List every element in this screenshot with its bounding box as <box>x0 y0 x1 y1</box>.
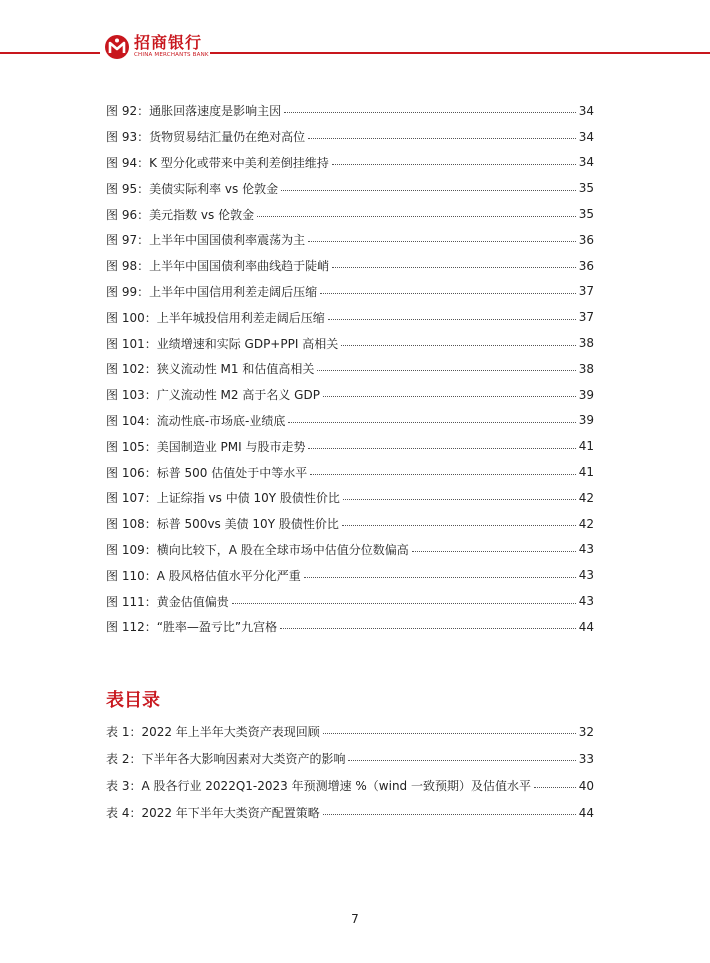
figure-toc-entry[interactable] <box>106 408 594 434</box>
figure-toc-entry-page: 39 <box>578 413 594 428</box>
table-toc-entry-page: 40 <box>578 778 594 793</box>
figure-toc-entry-label: 图 104：流动性底-市场底-业绩底 <box>106 413 286 428</box>
table-toc-entry-label: 表 3：A 股各行业 2022Q1-2023 年预测增速 %（wind 一致预期）及估值水平 <box>106 779 531 793</box>
dot-leader <box>348 760 575 761</box>
dot-leader <box>534 787 576 788</box>
dot-leader <box>308 241 576 242</box>
dot-leader <box>308 448 575 449</box>
header-rule-right <box>210 52 710 54</box>
page-number: 7 <box>351 912 359 926</box>
figure-toc-entry[interactable] <box>106 588 594 614</box>
figure-toc-entry-page: 41 <box>578 439 594 454</box>
figure-toc-entry-page: 43 <box>578 568 594 583</box>
figure-toc-entry-page: 38 <box>578 336 594 351</box>
figure-toc-entry[interactable] <box>106 562 594 588</box>
dot-leader <box>323 733 576 734</box>
dot-leader <box>343 499 576 500</box>
figure-toc-entry-label: 图 111：黄金估值偏贵 <box>106 594 229 609</box>
figure-toc-entry[interactable] <box>106 227 594 253</box>
table-toc-entry[interactable] <box>106 745 594 772</box>
dot-leader <box>284 112 576 113</box>
figure-toc-entry-label: 图 106：标普 500 估值处于中等水平 <box>106 465 308 480</box>
dot-leader <box>332 164 576 165</box>
figure-toc-entry-label: 图 109：横向比较下，A 股在全球市场中估值分位数偏高 <box>106 542 409 557</box>
figure-toc-entry[interactable] <box>106 330 594 356</box>
figure-toc-entry-label: 图 99：上半年中国信用利差走阔后压缩 <box>106 284 318 299</box>
figure-toc-entry-label: 图 94：K 型分化或带来中美利差倒挂维持 <box>106 155 329 170</box>
figure-toc-entry-page: 44 <box>578 619 594 634</box>
figure-toc-entry-page: 39 <box>578 387 594 402</box>
figure-toc-entry[interactable] <box>106 382 594 408</box>
figure-toc-entry-label: 图 92：通胀回落速度是影响主因 <box>106 104 282 119</box>
table-list <box>106 718 594 826</box>
dot-leader <box>304 577 576 578</box>
figure-toc-entry[interactable] <box>106 511 594 537</box>
figure-toc-entry-page: 34 <box>578 155 594 170</box>
figure-toc-entry-label: 图 108：标普 500vs 美债 10Y 股债性价比 <box>106 517 339 532</box>
dot-leader <box>342 525 576 526</box>
table-toc-entry-label: 表 2：下半年各大影响因素对大类资产的影响 <box>106 752 346 766</box>
dot-leader <box>232 603 576 604</box>
cmb-logo-icon <box>104 34 130 60</box>
dot-leader <box>308 138 576 139</box>
logo-english-name: CHINA MERCHANTS BANK <box>134 52 209 59</box>
tables-section-title: 表目录 <box>106 690 160 711</box>
table-toc-entry-page: 33 <box>578 751 594 766</box>
figure-toc-entry-page: 36 <box>578 232 594 247</box>
figure-toc-entry[interactable] <box>106 356 594 382</box>
figure-toc-entry-page: 38 <box>578 361 594 376</box>
figure-toc-entry[interactable] <box>106 485 594 511</box>
figure-toc-entry[interactable] <box>106 614 594 640</box>
logo-chinese-name: 招商银行 <box>134 33 203 53</box>
table-toc-entry-page: 44 <box>578 805 594 820</box>
figure-toc-entry[interactable] <box>106 433 594 459</box>
figure-toc-entry[interactable] <box>106 537 594 563</box>
figure-toc-entry[interactable] <box>106 150 594 176</box>
figure-toc-entry-label: 图 100：上半年城投信用利差走阔后压缩 <box>106 310 325 325</box>
figure-toc-entry-page: 35 <box>578 207 594 222</box>
figure-toc-entry[interactable] <box>106 175 594 201</box>
figure-toc-entry-page: 34 <box>578 103 594 118</box>
table-toc-entry-page: 32 <box>578 724 594 739</box>
dot-leader <box>281 190 576 191</box>
figure-toc-entry-label: 图 96：美元指数 vs 伦敦金 <box>106 207 255 222</box>
figure-list <box>106 98 594 640</box>
figure-toc-entry-label: 图 93：货物贸易结汇量仍在绝对高位 <box>106 130 306 145</box>
figure-toc-entry-label: 图 97：上半年中国国债利率震荡为主 <box>106 233 306 248</box>
figure-toc-entry-label: 图 107：上证综指 vs 中债 10Y 股债性价比 <box>106 491 340 506</box>
figure-toc-entry[interactable] <box>106 304 594 330</box>
table-toc-entry-label: 表 4：2022 年下半年大类资产配置策略 <box>106 806 320 820</box>
figure-toc-entry[interactable] <box>106 253 594 279</box>
dot-leader <box>317 370 575 371</box>
figure-toc-entry[interactable] <box>106 279 594 305</box>
dot-leader <box>288 422 575 423</box>
table-toc-entry[interactable] <box>106 772 594 799</box>
figure-toc-entry[interactable] <box>106 459 594 485</box>
dot-leader <box>323 814 576 815</box>
figure-toc-entry-label: 图 102：狭义流动性 M1 和估值高相关 <box>106 362 315 377</box>
dot-leader <box>332 267 576 268</box>
figure-toc-entry-page: 35 <box>578 181 594 196</box>
figure-toc-entry-label: 图 105：美国制造业 PMI 与股市走势 <box>106 439 306 454</box>
figure-toc-entry-page: 37 <box>578 310 594 325</box>
figure-toc-entry-label: 图 98：上半年中国国债利率曲线趋于陡峭 <box>106 259 330 274</box>
figure-toc-entry-label: 图 103：广义流动性 M2 高于名义 GDP <box>106 388 320 403</box>
figure-toc-entry[interactable] <box>106 124 594 150</box>
figure-toc-entry-label: 图 112：“胜率—盈亏比”九宫格 <box>106 620 278 635</box>
dot-leader <box>320 293 576 294</box>
table-toc-entry[interactable] <box>106 799 594 826</box>
table-toc-entry[interactable] <box>106 718 594 745</box>
figure-toc-entry-page: 36 <box>578 258 594 273</box>
figure-toc-entry-page: 34 <box>578 129 594 144</box>
dot-leader <box>280 628 576 629</box>
dot-leader <box>323 396 576 397</box>
dot-leader <box>257 216 576 217</box>
figure-toc-entry-page: 43 <box>578 594 594 609</box>
dot-leader <box>328 319 576 320</box>
figure-toc-entry-page: 37 <box>578 284 594 299</box>
figure-toc-entry-page: 43 <box>578 542 594 557</box>
table-toc-entry-label: 表 1：2022 年上半年大类资产表现回顾 <box>106 725 320 739</box>
figure-toc-entry[interactable] <box>106 201 594 227</box>
figure-toc-entry-page: 42 <box>578 516 594 531</box>
figure-toc-entry-label: 图 110：A 股风格估值水平分化严重 <box>106 568 301 583</box>
header-rule-left <box>0 52 100 54</box>
figure-toc-entry-page: 42 <box>578 490 594 505</box>
figure-toc-entry-label: 图 95：美债实际利率 vs 伦敦金 <box>106 181 279 196</box>
dot-leader <box>412 551 576 552</box>
figure-toc-entry-page: 41 <box>578 465 594 480</box>
dot-leader <box>310 474 575 475</box>
dot-leader <box>341 345 576 346</box>
bank-logo <box>104 34 209 60</box>
figure-toc-entry[interactable] <box>106 98 594 124</box>
figure-toc-entry-label: 图 101：业绩增速和实际 GDP+PPI 高相关 <box>106 336 339 351</box>
